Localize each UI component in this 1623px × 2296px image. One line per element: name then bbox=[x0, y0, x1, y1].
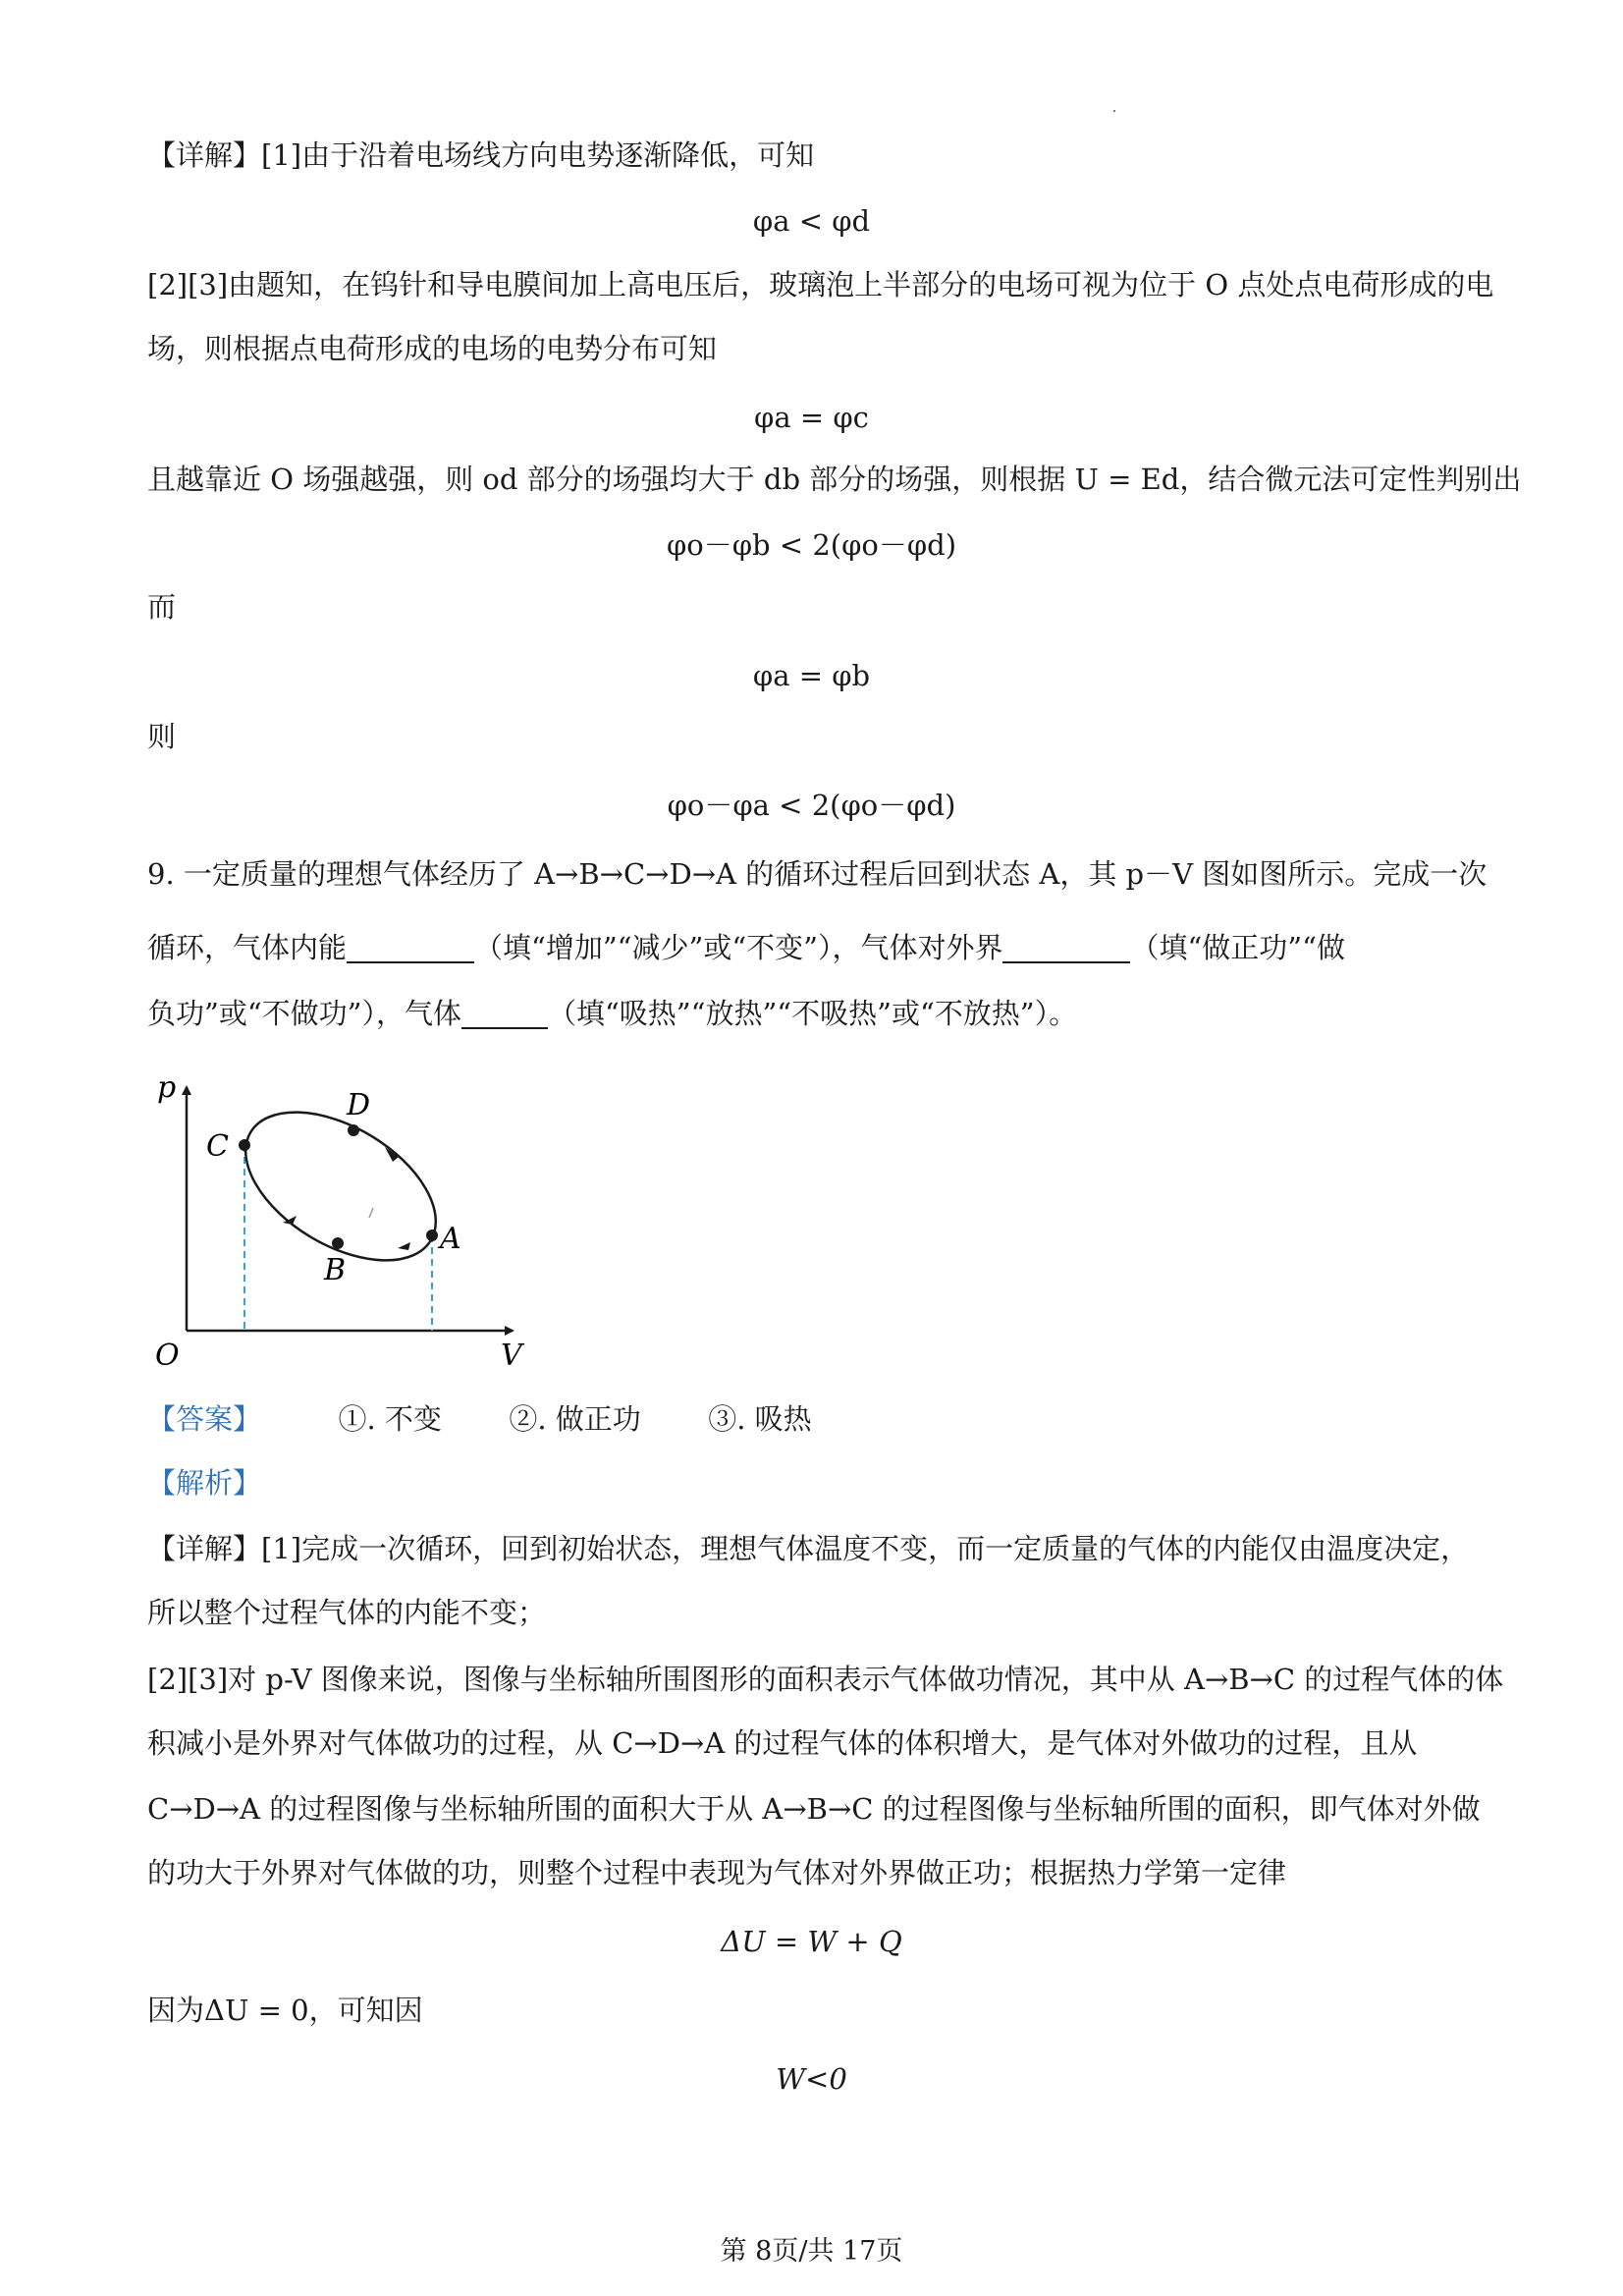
answer-line bbox=[147, 1399, 812, 1439]
blank-3 bbox=[461, 998, 548, 1029]
question-line-1: 9. 一定质量的理想气体经历了 A→B→C→D→A 的循环过程后回到状态 A，其 p－V 图如图所示。完成一次 bbox=[147, 857, 1488, 891]
question-line-3 bbox=[147, 994, 1077, 1033]
analysis-tag: 【解析】 bbox=[147, 1466, 262, 1500]
point-a bbox=[426, 1230, 438, 1241]
equation-1: φa < φd bbox=[752, 204, 871, 238]
label-d: D bbox=[347, 1088, 371, 1122]
label-b: B bbox=[324, 1253, 347, 1287]
analysis-line-7: 因为ΔU = 0，可知因 bbox=[147, 1994, 423, 2027]
question-text-2a: 循环，气体内能 bbox=[147, 931, 348, 964]
analysis-line-5: C→D→A 的过程图像与坐标轴所围的面积大于从 A→B→C 的过程图像与坐标轴所围的面积，即气体对外做 bbox=[147, 1792, 1481, 1826]
label-c: C bbox=[206, 1129, 229, 1164]
stray-mark bbox=[369, 1208, 373, 1218]
analysis-line-3: [2][3]对 p-V 图像来说，图像与坐标轴所围图形的面积表示气体做功情况，其中从 A→B→C 的过程气体的体 bbox=[147, 1663, 1504, 1696]
point-b bbox=[332, 1237, 344, 1249]
label-a: A bbox=[440, 1222, 461, 1256]
label-origin: O bbox=[155, 1339, 180, 1373]
detail-line-1: 【详解】[1]由于沿着电场线方向电势逐渐降低，可知 bbox=[147, 138, 815, 172]
question-text-3a: 负功”或“不做功”），气体 bbox=[147, 997, 461, 1030]
page-footer: 第 8页/共 17页 bbox=[720, 2236, 903, 2267]
pv-diagram bbox=[147, 1066, 540, 1385]
equation-2: φa = φc bbox=[754, 401, 869, 434]
equation-3: φo－φb < 2(φo－φd) bbox=[666, 528, 957, 562]
point-c bbox=[239, 1139, 250, 1151]
label-v: V bbox=[501, 1339, 522, 1373]
analysis-line-1: 【详解】[1]完成一次循环，回到初始状态，理想气体温度不变，而一定质量的气体的内能仅由温度决定， bbox=[147, 1532, 1470, 1565]
question-text-2b: （填“增加”“减少”或“不变”），气体对外界 bbox=[474, 931, 1003, 964]
detail-line-5: 而 bbox=[147, 590, 177, 624]
detail-line-4: 且越靠近 O 场强越强，则 od 部分的场强均大于 db 部分的场强，则根据 U = Ed，结合微元法可定性判别出 bbox=[147, 463, 1522, 496]
detail-line-2: [2][3]由题知，在钨针和导电膜间加上高电压后，玻璃泡上半部分的电场可视为位于 O 点处点电荷形成的电 bbox=[147, 268, 1494, 301]
equation-4: φa = φb bbox=[752, 659, 871, 692]
answer-1: ①. 不变 bbox=[338, 1402, 442, 1436]
analysis-line-6: 的功大于外界对气体做的功，则整个过程中表现为气体对外界做正功；根据热力学第一定律 bbox=[147, 1856, 1287, 1889]
question-text-2c: （填“做正功”“做 bbox=[1130, 931, 1345, 964]
answer-tag: 【答案】 bbox=[147, 1402, 262, 1436]
detail-line-3: 场，则根据点电荷形成的电场的电势分布可知 bbox=[147, 332, 718, 365]
detail-line-6: 则 bbox=[147, 720, 177, 753]
point-d bbox=[348, 1124, 359, 1136]
analysis-line-4: 积减小是外界对气体做功的过程，从 C→D→A 的过程气体的体积增大，是气体对外做功的过程，且从 bbox=[147, 1726, 1418, 1760]
arrow-a-b bbox=[398, 1242, 410, 1250]
equation-6: ΔU = W + Q bbox=[721, 1925, 902, 1958]
equation-7: W<0 bbox=[776, 2062, 847, 2096]
equation-5: φo－φa < 2(φo－φd) bbox=[667, 789, 956, 822]
label-p: p bbox=[157, 1070, 177, 1105]
blank-1 bbox=[347, 932, 474, 963]
analysis-line-2: 所以整个过程气体的内能不变； bbox=[147, 1596, 547, 1629]
question-text-3b: （填“吸热”“放热”“不吸热”或“不放热”）。 bbox=[547, 997, 1078, 1030]
question-line-2 bbox=[147, 928, 1345, 967]
answer-3: ③. 吸热 bbox=[708, 1402, 812, 1436]
stray-dot bbox=[1113, 110, 1115, 112]
blank-2 bbox=[1002, 932, 1130, 963]
answer-2: ②. 做正功 bbox=[509, 1402, 641, 1436]
